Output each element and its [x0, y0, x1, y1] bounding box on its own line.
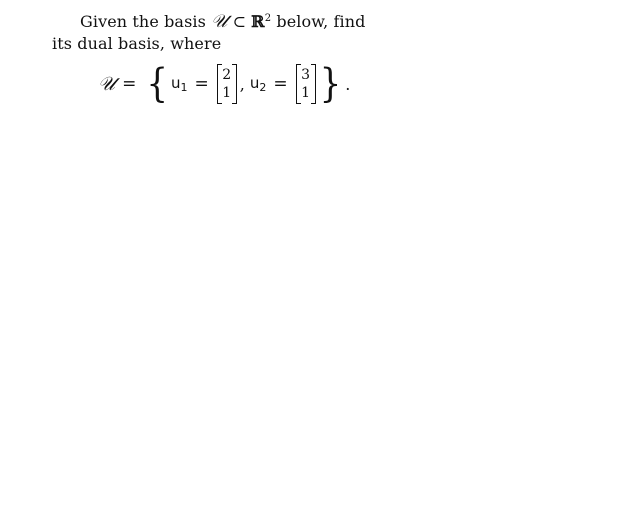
- equals-sign: =: [122, 74, 137, 94]
- basis-formula: [98, 62, 350, 106]
- vector-u1-label: [171, 74, 188, 94]
- vector-separator-comma: ,: [239, 75, 245, 94]
- vector-u2-label: [250, 74, 267, 94]
- u1-entry-bottom: 1: [222, 85, 232, 101]
- u1-subscript: 1: [180, 81, 188, 94]
- problem-statement: [52, 11, 382, 55]
- u1-column-vector: [217, 63, 237, 105]
- basis-symbol: 𝒰: [211, 11, 228, 32]
- u2-entry-bottom: 1: [301, 85, 311, 101]
- u2-letter: u: [249, 74, 260, 92]
- formula-period: .: [345, 75, 351, 94]
- u2-subscript: 2: [259, 81, 267, 94]
- problem-text-1: Given the basis: [80, 12, 212, 31]
- u1-equals-sign: =: [194, 74, 209, 94]
- u2-entry-top: 3: [301, 67, 311, 83]
- space-exponent: 2: [264, 13, 272, 24]
- u2-equals-sign: =: [273, 74, 288, 94]
- subset-symbol: ⊂: [232, 12, 247, 31]
- problem-text-2: below, find: [271, 12, 366, 31]
- u1-letter: u: [171, 74, 181, 92]
- open-brace: {: [146, 61, 168, 107]
- u1-entry-top: 2: [222, 67, 232, 83]
- formula-lhs-symbol: 𝒰: [98, 73, 116, 95]
- u2-column-vector: [296, 63, 316, 105]
- close-brace: }: [319, 61, 342, 107]
- problem-line-1: [52, 11, 382, 33]
- problem-line-2: its dual basis, where: [52, 34, 222, 53]
- real-space-symbol: ℝ: [251, 12, 265, 31]
